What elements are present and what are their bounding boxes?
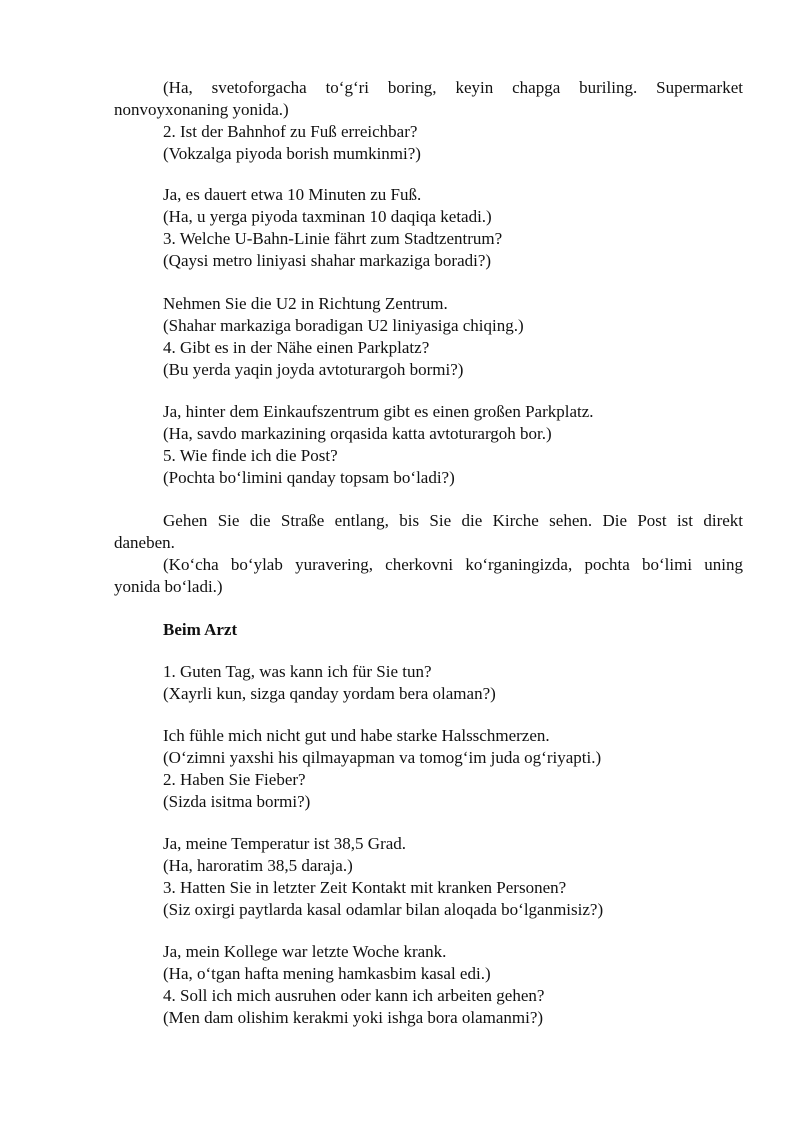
translation: (Qaysi metro liniyasi shahar markaziga boradi?)	[163, 251, 492, 270]
answer: Nehmen Sie die U2 in Richtung Zentrum.	[163, 294, 448, 313]
paragraph-line: daneben.	[114, 533, 175, 552]
translation: yonida bo‘ladi.)	[114, 577, 223, 596]
answer: Ich fühle mich nicht gut und habe starke Halsschmerzen.	[163, 726, 550, 745]
translation: (Ha, u yerga piyoda taxminan 10 daqiqa ketadi.)	[163, 207, 492, 226]
translation: (Ko‘cha bo‘ylab yuravering, cherkovni ko‘rganingizda, pochta bo‘limi uning	[163, 555, 743, 574]
answer: Ja, hinter dem Einkaufszentrum gibt es einen großen Parkplatz.	[163, 402, 594, 421]
translation: (Ha, o‘tgan hafta mening hamkasbim kasal edi.)	[163, 964, 491, 983]
paragraph-line: Gehen Sie die Straße entlang, bis Sie die Kirche sehen. Die Post ist direkt	[163, 511, 743, 530]
translation: (Vokzalga piyoda borish mumkinmi?)	[163, 144, 421, 163]
question: 1. Guten Tag, was kann ich für Sie tun?	[163, 662, 432, 681]
answer: Ja, mein Kollege war letzte Woche krank.	[163, 942, 447, 961]
translation: (Sizda isitma bormi?)	[163, 792, 311, 811]
question: 4. Gibt es in der Nähe einen Parkplatz?	[163, 338, 430, 357]
translation: (Shahar markaziga boradigan U2 liniyasiga chiqing.)	[163, 316, 524, 335]
translation: (Siz oxirgi paytlarda kasal odamlar bilan aloqada bo‘lganmisiz?)	[163, 900, 604, 919]
question: 2. Ist der Bahnhof zu Fuß erreichbar?	[163, 122, 418, 141]
translation: (Xayrli kun, sizga qanday yordam bera olaman?)	[163, 684, 496, 703]
translation: (Men dam olishim kerakmi yoki ishga bora olamanmi?)	[163, 1008, 544, 1027]
paragraph-line: (Ha, svetoforgacha to‘g‘ri boring, keyin chapga buriling. Supermarket	[163, 78, 743, 97]
translation: (Ha, savdo markazining orqasida katta avtoturargoh bor.)	[163, 424, 552, 443]
translation: (Ha, haroratim 38,5 daraja.)	[163, 856, 353, 875]
question: 3. Welche U-Bahn-Linie fährt zum Stadtzentrum?	[163, 229, 503, 248]
translation: (O‘zimni yaxshi his qilmayapman va tomog‘im juda og‘riyapti.)	[163, 748, 602, 767]
section-heading: Beim Arzt	[163, 620, 238, 639]
translation: (Pochta bo‘limini qanday topsam bo‘ladi?)	[163, 468, 455, 487]
question: 4. Soll ich mich ausruhen oder kann ich arbeiten gehen?	[163, 986, 545, 1005]
question: 2. Haben Sie Fieber?	[163, 770, 306, 789]
translation: (Bu yerda yaqin joyda avtoturargoh bormi?)	[163, 360, 464, 379]
paragraph-line: nonvoyxonaning yonida.)	[114, 100, 289, 119]
question: 3. Hatten Sie in letzter Zeit Kontakt mit kranken Personen?	[163, 878, 567, 897]
answer: Ja, es dauert etwa 10 Minuten zu Fuß.	[163, 185, 422, 204]
question: 5. Wie finde ich die Post?	[163, 446, 338, 465]
answer: Ja, meine Temperatur ist 38,5 Grad.	[163, 834, 407, 853]
